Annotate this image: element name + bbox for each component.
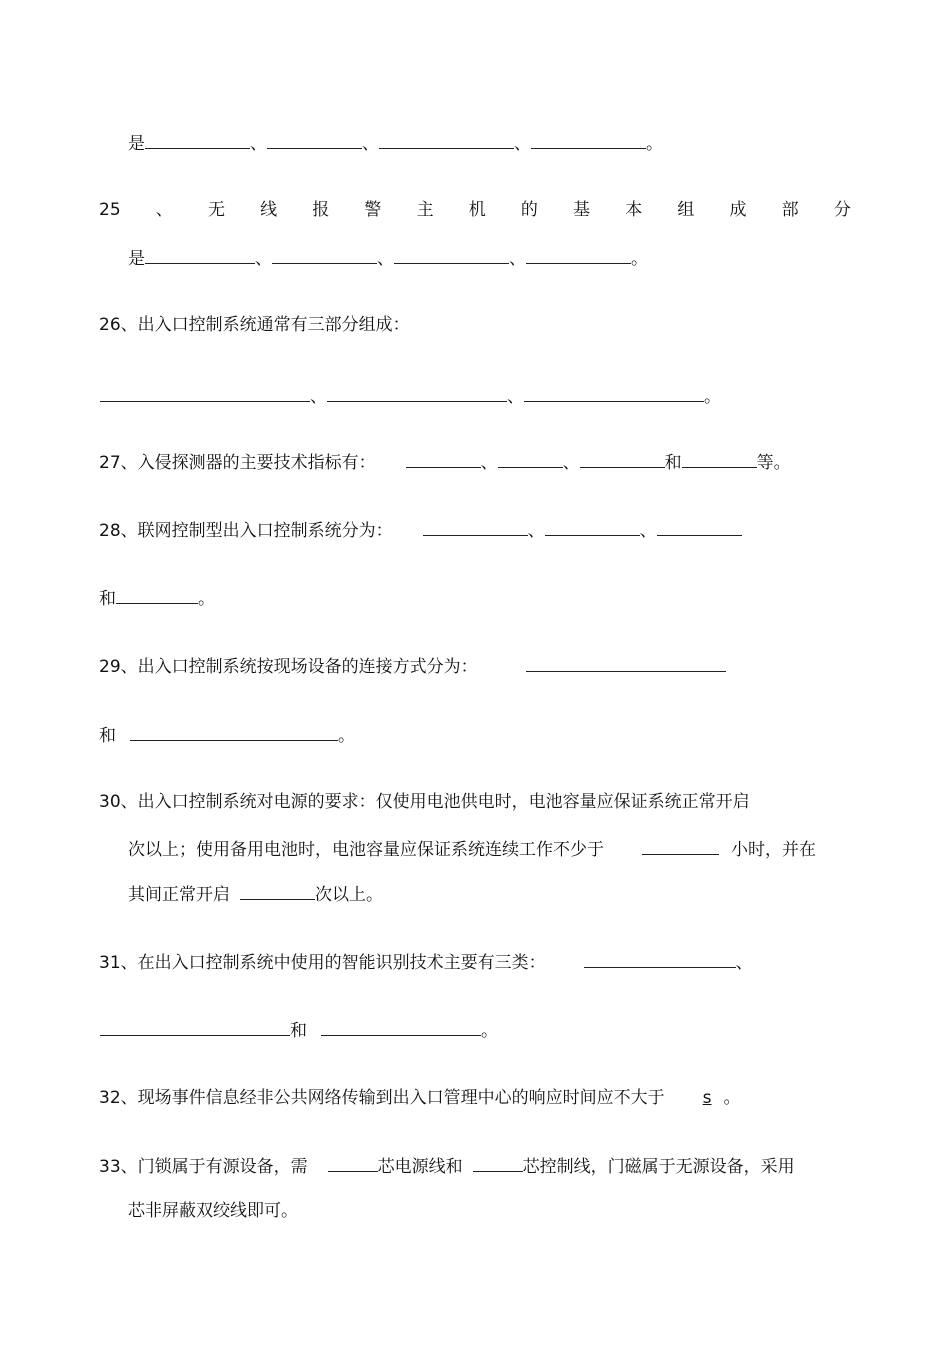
q33-blank-1[interactable] xyxy=(328,1154,378,1172)
q28-blank-4[interactable] xyxy=(116,586,198,604)
q25-blank-1[interactable] xyxy=(145,246,255,264)
q27-blank-3[interactable] xyxy=(580,450,665,468)
q31-blank-1[interactable] xyxy=(584,950,736,968)
q25-blank-3[interactable] xyxy=(394,246,509,264)
q30-line3: 其间正常开启 次以上。 xyxy=(128,882,383,906)
q25-line2: 是 、 、 、 。 xyxy=(128,246,648,270)
q25-number: 25 xyxy=(99,200,121,220)
q33-line2: 芯非屏蔽双绞线即可。 xyxy=(128,1201,298,1221)
q30-blank-2[interactable] xyxy=(642,837,719,855)
q25-blank-4[interactable] xyxy=(526,246,631,264)
q28-blank-2[interactable] xyxy=(545,518,640,536)
q24-blank-2[interactable] xyxy=(267,131,362,149)
q33-blank-2[interactable] xyxy=(473,1154,523,1172)
q29-blank-1[interactable] xyxy=(526,654,726,672)
q26-blank-2[interactable] xyxy=(327,384,507,402)
q27-line: 27、入侵探测器的主要技术指标有： 、 、 和 等。 xyxy=(99,450,791,474)
q28-blank-3[interactable] xyxy=(657,518,742,536)
q31-line2: 和 。 xyxy=(100,1018,498,1042)
q33-line1: 33、门锁属于有源设备，需 芯电源线和 芯控制线，门磁属于无源设备，采用 xyxy=(99,1154,795,1178)
q31-blank-3[interactable] xyxy=(321,1018,481,1036)
q25-line1: 25 、 无 线 报 警 主 机 的 基 本 组 成 部 分 xyxy=(99,200,851,220)
q26-blank-3[interactable] xyxy=(524,384,704,402)
q30-line1: 30、出入口控制系统对电源的要求：仅使用电池供电时，电池容量应保证系统正常开启 xyxy=(99,792,750,812)
q24-blank-1[interactable] xyxy=(145,131,250,149)
q29-line2: 和 。 xyxy=(99,723,355,747)
q27-blank-1[interactable] xyxy=(406,450,481,468)
q28-line2: 和 。 xyxy=(99,586,215,610)
q29-blank-2[interactable] xyxy=(130,723,338,741)
q28-blank-1[interactable] xyxy=(423,518,528,536)
q29-line1: 29、出入口控制系统按现场设备的连接方式分为： xyxy=(99,654,726,678)
q25-blank-2[interactable] xyxy=(272,246,377,264)
q31-line1: 31、在出入口控制系统中使用的智能识别技术主要有三类： 、 xyxy=(99,950,753,974)
q24-line2: 是 、 、 、 。 xyxy=(128,131,663,155)
q31-blank-2[interactable] xyxy=(100,1018,290,1036)
q27-blank-2[interactable] xyxy=(498,450,563,468)
q28-line1: 28、联网控制型出入口控制系统分为： 、 、 xyxy=(99,518,742,542)
q24-blank-4[interactable] xyxy=(531,131,646,149)
q26-answers: 、 、 。 xyxy=(100,384,721,408)
q32-unit: s xyxy=(702,1088,712,1108)
q24-lead: 是 xyxy=(128,134,145,154)
q30-blank-3[interactable] xyxy=(240,882,315,900)
q32-line: 32、现场事件信息经非公共网络传输到出入口管理中心的响应时间应不大于 s 。 xyxy=(99,1088,741,1108)
q27-blank-4[interactable] xyxy=(682,450,757,468)
q26-blank-1[interactable] xyxy=(100,384,310,402)
q26-prompt: 26、出入口控制系统通常有三部分组成： xyxy=(99,315,410,335)
q30-line2: 次以上；使用备用电池时，电池容量应保证系统连续工作不少于 小时，并在 xyxy=(128,837,816,861)
q24-blank-3[interactable] xyxy=(379,131,514,149)
